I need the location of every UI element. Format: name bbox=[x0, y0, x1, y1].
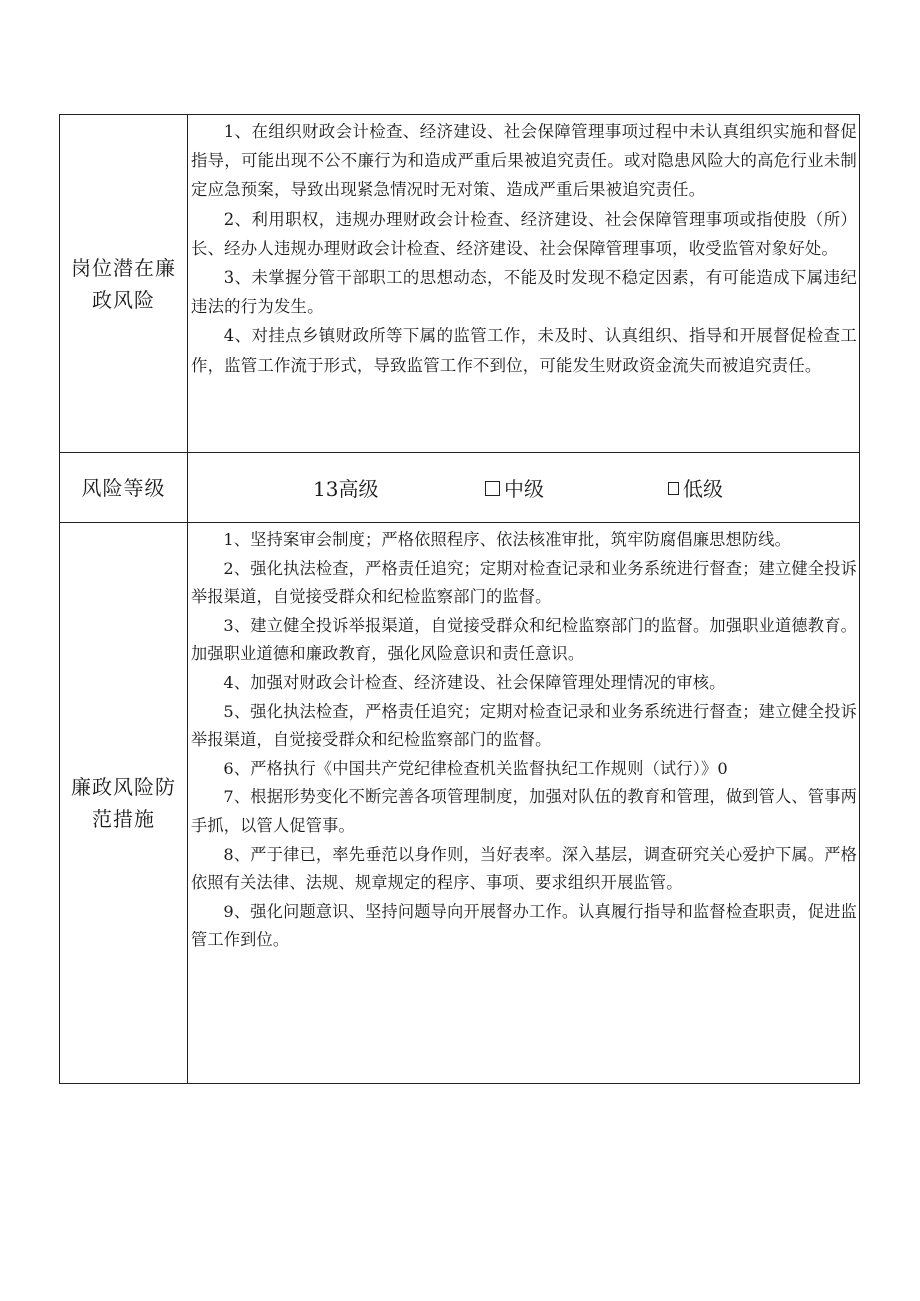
level-mid-option bbox=[485, 453, 544, 522]
risk-level-options bbox=[188, 453, 859, 522]
level-low-option bbox=[668, 453, 723, 522]
prevention-measures-content bbox=[188, 523, 859, 1083]
level-high-option bbox=[313, 453, 378, 522]
checkbox-icon bbox=[668, 482, 679, 495]
measure-paragraph: 9、强化问题意识、坚持问题导向开展督办工作。认真履行指导和监督检查职责，促进监管工作到位。 bbox=[191, 901, 857, 950]
label-prevention-measures: 廉政风险防范措施 bbox=[60, 523, 188, 1083]
label-risk-level: 风险等级 bbox=[60, 453, 188, 522]
risk-paragraph: 4、对挂点乡镇财政所等下属的监管工作，未及时、认真组织、指导和开展督促检查工作，监管工作流于形式，导致监管工作不到位，可能发生财政资金流失而被追究责任。 bbox=[191, 326, 857, 375]
risk-paragraph: 1、在组织财政会计检查、经济建设、社会保障管理事项过程中未认真组织实施和督促指导，可能出现不公不廉行为和造成严重后果被追究责任。或对隐患风险大的高危行业未制定应急预案，导致出现紧急情况时无对策、造成严重后果被追究责任。 bbox=[191, 122, 857, 200]
measure-paragraph: 7、根据形势变化不断完善各项管理制度，加强对队伍的教育和管理，做到管人、管事两手抓，以管人促管事。 bbox=[191, 787, 857, 835]
row-potential-risk bbox=[60, 115, 859, 453]
row-risk-level bbox=[60, 453, 859, 523]
measure-paragraph: 8、严于律已，率先垂范以身作则，当好表率。深入基层，调查研究关心爱护下属。严格依照有关法律、法规、规章规定的程序、事项、要求组织开展监管。 bbox=[191, 844, 857, 893]
risk-table bbox=[59, 114, 860, 1084]
risk-paragraph: 3、未掌握分管干部职工的思想动态，不能及时发现不稳定因素，有可能造成下属违纪违法的行为发生。 bbox=[191, 268, 857, 317]
measure-paragraph: 6、严格执行《中国共产党纪律检查机关监督执纪工作规则（试行）》0 bbox=[223, 758, 728, 778]
potential-risk-content bbox=[188, 115, 859, 452]
checkbox-icon bbox=[485, 481, 500, 496]
measure-paragraph: 5、强化执法检查，严格责任追究；定期对检查记录和业务系统进行督查；建立健全投诉举报渠道，自觉接受群众和纪检监察部门的监督。 bbox=[191, 701, 857, 750]
measure-paragraph: 3、建立健全投诉举报渠道，自觉接受群众和纪检监察部门的监督。加强职业道德教育。加强职业道德和廉政教育，强化风险意识和责任意识。 bbox=[191, 615, 857, 664]
row-prevention-measures bbox=[60, 523, 859, 1083]
level-low-label: 低级 bbox=[683, 477, 723, 501]
level-mid-label: 中级 bbox=[504, 477, 544, 501]
measure-paragraph: 4、加强对财政会计检查、经济建设、社会保障管理处理情况的审核。 bbox=[223, 672, 726, 692]
level-high-label: 13高级 bbox=[313, 477, 379, 501]
risk-paragraph: 2、利用职权，违规办理财政会计检查、经济建设、社会保障管理事项或指使股（所）长、经办人违规办理财政会计检查、经济建设、社会保障管理事项，收受监管对象好处。 bbox=[191, 209, 857, 258]
measure-paragraph: 1、坚持案审会制度；严格依照程序、依法核准审批，筑牢防腐倡廉思想防线。 bbox=[223, 530, 792, 549]
measure-paragraph: 2、强化执法检查，严格责任追究；定期对检查记录和业务系统进行督查；建立健全投诉举报渠道，自觉接受群众和纪检监察部门的监督。 bbox=[191, 558, 857, 607]
label-potential-risk: 岗位潜在廉政风险 bbox=[60, 115, 188, 452]
